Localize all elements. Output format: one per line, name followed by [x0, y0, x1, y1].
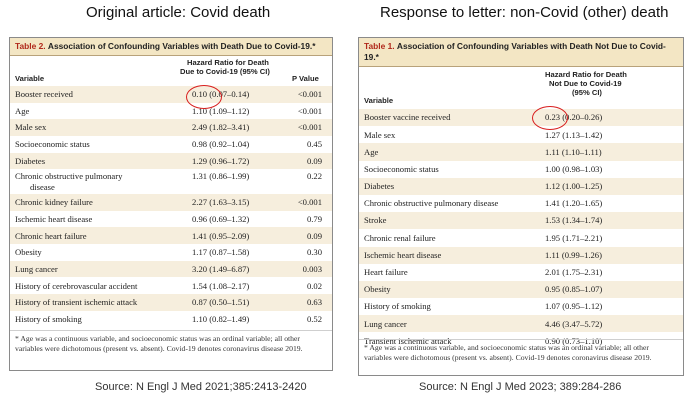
table-row	[359, 126, 683, 143]
left-heading: Original article: Covid death	[86, 4, 271, 21]
table-row	[359, 281, 683, 298]
row-p-value: <0.001	[297, 122, 322, 133]
table-row	[10, 261, 332, 278]
row-variable: Socioeconomic status	[15, 139, 90, 150]
row-variable: Transient ischemic attack	[364, 335, 452, 346]
left-col-p: P Value	[292, 74, 319, 83]
row-variable: Age	[15, 105, 30, 116]
row-variable: Obesity	[15, 247, 42, 258]
row-hazard-ratio: 1.29 (0.96–1.72)	[192, 155, 250, 166]
table-row	[10, 294, 332, 311]
row-variable: Stroke	[364, 215, 387, 226]
row-variable: Age	[364, 146, 379, 157]
row-p-value: 0.09	[306, 155, 322, 166]
row-variable: History of smoking	[15, 313, 82, 324]
row-hazard-ratio: 1.11 (1.10–1.11)	[545, 146, 602, 157]
row-hazard-ratio: 0.96 (0.69–1.32)	[192, 213, 250, 224]
left-footnote: * Age was a continuous variable, and socioeconomic status was an ordinal variable; all other variables were dichotomous (present vs. absent). Covid-19 denotes coronavirus disease 2019.	[10, 330, 332, 353]
table-row	[359, 298, 683, 315]
right-table-title	[359, 38, 683, 67]
row-hazard-ratio: 2.01 (1.75–2.31)	[545, 267, 603, 278]
row-p-value: 0.09	[306, 230, 322, 241]
row-hazard-ratio: 0.90 (0.73–1.10)	[545, 335, 603, 346]
table-row	[10, 169, 332, 194]
row-hazard-ratio: 1.53 (1.34–1.74)	[545, 215, 603, 226]
row-p-value: 0.22	[306, 171, 322, 182]
right-col-hr-line1: Hazard Ratio for Death	[545, 70, 627, 79]
row-variable: Ischemic heart disease	[15, 213, 93, 224]
row-variable: History of cerebrovascular accident	[15, 280, 138, 291]
row-hazard-ratio: 2.27 (1.63–3.15)	[192, 197, 250, 208]
row-variable: Socioeconomic status	[364, 163, 439, 174]
left-table-panel	[9, 37, 333, 371]
row-hazard-ratio: 1.31 (0.86–1.99)	[192, 171, 250, 182]
table-row	[10, 311, 332, 328]
row-hazard-ratio: 2.49 (1.82–3.41)	[192, 122, 250, 133]
right-table-header	[359, 67, 683, 109]
row-variable: Ischemic heart disease	[364, 249, 442, 260]
row-hazard-ratio: 1.10 (0.82–1.49)	[192, 313, 250, 324]
left-col-hr-line1: Hazard Ratio for Death	[187, 58, 269, 67]
right-table-body	[359, 109, 683, 350]
left-table-header	[10, 56, 332, 86]
row-hazard-ratio: 1.10 (1.09–1.12)	[192, 105, 250, 116]
row-variable: Lung cancer	[15, 263, 58, 274]
row-variable: Booster vaccine received	[364, 112, 451, 123]
row-variable: History of smoking	[364, 301, 431, 312]
right-table-label: Table 1.	[364, 41, 395, 51]
table-row	[10, 86, 332, 103]
row-variable: Booster received	[15, 89, 73, 100]
table-row	[10, 119, 332, 136]
right-col-variable: Variable	[364, 96, 394, 105]
table-row	[10, 103, 332, 120]
left-table-title	[10, 38, 332, 56]
row-hazard-ratio: 4.46 (3.47–5.72)	[545, 318, 603, 329]
row-hazard-ratio: 1.95 (1.71–2.21)	[545, 232, 603, 243]
row-variable: Chronic kidney failure	[15, 197, 93, 208]
left-table-title-text: Association of Confounding Variables with Death Due to Covid-19.*	[47, 41, 316, 51]
row-hazard-ratio: 1.12 (1.00–1.25)	[545, 181, 603, 192]
right-footnote: * Age was a continuous variable, and socioeconomic status was an ordinal variable; all other variables were dichotomous (present vs. absent). Covid-19 denotes coronavirus disease 2019.	[359, 339, 683, 362]
row-hazard-ratio: 0.95 (0.85–1.07)	[545, 284, 603, 295]
row-p-value: 0.45	[306, 139, 322, 150]
row-hazard-ratio: 1.07 (0.95–1.12)	[545, 301, 603, 312]
row-hazard-ratio: 1.00 (0.98–1.03)	[545, 163, 603, 174]
table-row	[10, 211, 332, 228]
right-table-panel	[358, 37, 684, 376]
row-variable: Heart failure	[364, 267, 408, 278]
row-p-value: 0.63	[306, 297, 322, 308]
left-booster-highlight-circle	[186, 85, 222, 109]
row-hazard-ratio: 0.10 (0.07–0.14)	[192, 89, 250, 100]
row-hazard-ratio: 0.87 (0.50–1.51)	[192, 297, 250, 308]
table-row	[359, 195, 683, 212]
row-variable: Diabetes	[15, 155, 46, 166]
right-table-title-text: Association of Confounding Variables with Death Not Due to Covid-19.*	[364, 41, 666, 62]
row-p-value: <0.001	[297, 197, 322, 208]
row-p-value: 0.003	[302, 263, 322, 274]
table-row	[359, 229, 683, 246]
row-hazard-ratio: 1.27 (1.13–1.42)	[545, 129, 603, 140]
table-row	[359, 143, 683, 160]
right-booster-highlight-circle	[532, 106, 568, 130]
row-variable: Chronic heart failure	[15, 230, 87, 241]
row-variable: History of transient ischemic attack	[15, 297, 138, 308]
table-row	[10, 153, 332, 170]
left-col-hr-line2: Due to Covid-19 (95% CI)	[180, 67, 270, 76]
table-row	[359, 109, 683, 126]
table-row	[359, 161, 683, 178]
right-source: Source: N Engl J Med 2023; 389:284-286	[419, 381, 622, 393]
right-col-hr-line3: (95% CI)	[572, 88, 602, 97]
row-hazard-ratio: 1.11 (0.99–1.26)	[545, 249, 602, 260]
row-hazard-ratio: 1.41 (1.20–1.65)	[545, 198, 603, 209]
row-variable: Chronic obstructive pulmonary	[15, 171, 123, 182]
right-col-hr-line2: Not Due to Covid-19	[549, 79, 622, 88]
row-hazard-ratio: 1.54 (1.08–2.17)	[192, 280, 250, 291]
row-hazard-ratio: 0.23 (0.20–0.26)	[545, 112, 603, 123]
table-row	[359, 264, 683, 281]
row-variable-continued: disease	[30, 181, 55, 192]
row-variable: Male sex	[364, 129, 396, 140]
row-variable: Diabetes	[364, 181, 395, 192]
table-row	[359, 247, 683, 264]
row-p-value: 0.02	[306, 280, 322, 291]
left-table-body	[10, 86, 332, 328]
row-variable: Lung cancer	[364, 318, 407, 329]
table-row	[10, 244, 332, 261]
left-col-variable: Variable	[15, 74, 45, 83]
row-p-value: 0.52	[306, 313, 322, 324]
row-p-value: 0.79	[306, 213, 322, 224]
table-row	[359, 212, 683, 229]
row-p-value: <0.001	[297, 89, 322, 100]
table-row	[359, 178, 683, 195]
row-variable: Male sex	[15, 122, 47, 133]
row-p-value: <0.001	[297, 105, 322, 116]
table-row	[10, 194, 332, 211]
table-row	[10, 277, 332, 294]
row-variable: Chronic obstructive pulmonary disease	[364, 198, 499, 209]
table-row	[10, 227, 332, 244]
right-heading: Response to letter: non-Covid (other) death	[380, 4, 669, 21]
row-hazard-ratio: 1.41 (0.95–2.09)	[192, 230, 250, 241]
row-hazard-ratio: 0.98 (0.92–1.04)	[192, 139, 250, 150]
row-hazard-ratio: 3.20 (1.49–6.87)	[192, 263, 250, 274]
table-row	[359, 315, 683, 332]
row-variable: Obesity	[364, 284, 391, 295]
left-source: Source: N Engl J Med 2021;385:2413-2420	[95, 381, 307, 393]
row-variable: Chronic renal failure	[364, 232, 436, 243]
table-row	[10, 136, 332, 153]
left-table-label: Table 2.	[15, 41, 46, 51]
row-p-value: 0.30	[306, 247, 322, 258]
row-hazard-ratio: 1.17 (0.87–1.58)	[192, 247, 250, 258]
